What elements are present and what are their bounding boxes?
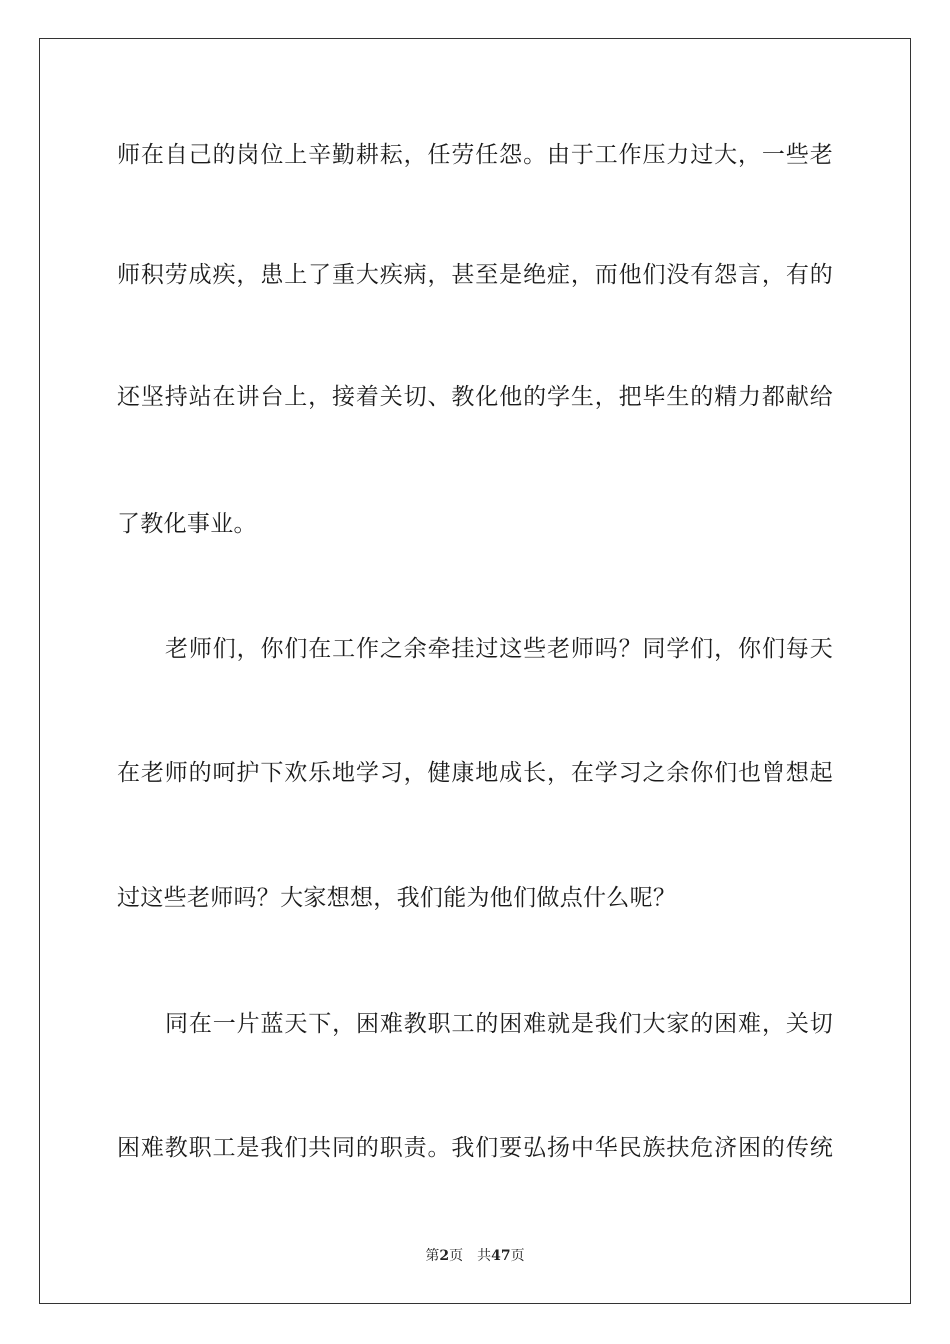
page-footer bbox=[0, 1247, 950, 1265]
paragraph-start-line: 老师们，你们在工作之余牵挂过这些老师吗？同学们，你们每天 bbox=[165, 636, 833, 662]
body-text-line: 还坚持站在讲台上，接着关切、教化他的学生，把毕生的精力都献给 bbox=[117, 384, 833, 410]
footer-page-prefix: 第 bbox=[425, 1248, 440, 1264]
paragraph-start-line: 同在一片蓝天下，困难教职工的困难就是我们大家的困难，关切 bbox=[165, 1011, 833, 1037]
body-text-line: 过这些老师吗？大家想想，我们能为他们做点什么呢？ bbox=[117, 885, 677, 911]
body-text-line: 师在自己的岗位上辛勤耕耘，任劳任怨。由于工作压力过大，一些老 bbox=[117, 142, 833, 168]
footer-page-number: 2 bbox=[439, 1248, 450, 1264]
footer-page-suffix: 页 bbox=[449, 1248, 464, 1264]
footer-total-suffix: 页 bbox=[510, 1248, 525, 1264]
footer-total-pages: 47 bbox=[491, 1248, 511, 1264]
body-text-line: 了教化事业。 bbox=[117, 511, 257, 537]
body-text-line: 师积劳成疾，患上了重大疾病，甚至是绝症，而他们没有怨言，有的 bbox=[117, 262, 833, 288]
body-text-line: 在老师的呵护下欢乐地学习，健康地成长，在学习之余你们也曾想起 bbox=[117, 760, 833, 786]
footer-total-prefix: 共 bbox=[477, 1248, 492, 1264]
page-border bbox=[39, 38, 911, 1304]
body-text-line: 困难教职工是我们共同的职责。我们要弘扬中华民族扶危济困的传统 bbox=[117, 1135, 833, 1161]
